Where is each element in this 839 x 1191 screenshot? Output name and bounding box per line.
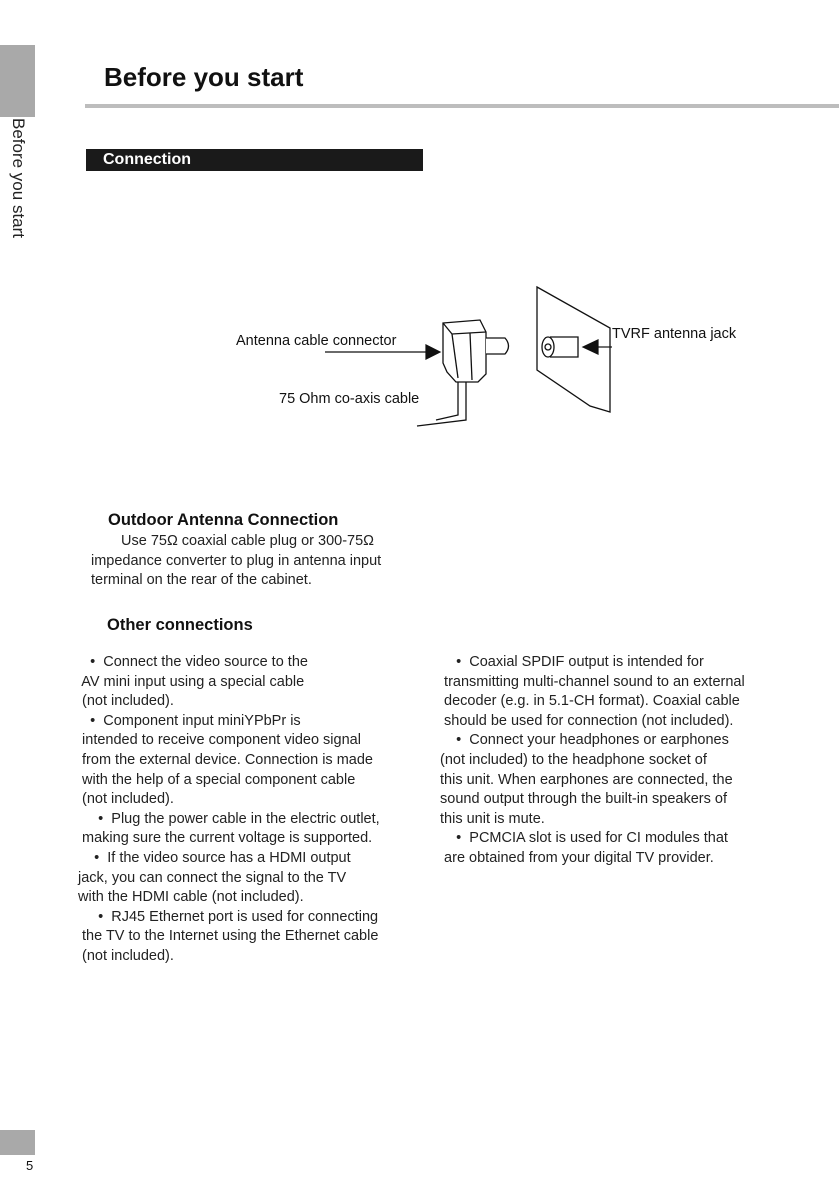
side-tab-label: Before you start	[9, 118, 28, 239]
text-line: (not included) to the headphone socket of	[436, 751, 707, 768]
text-line: • If the video source has a HDMI output	[78, 849, 351, 866]
text-line: (not included).	[78, 791, 174, 808]
outdoor-antenna-heading: Outdoor Antenna Connection	[108, 511, 339, 529]
text-line: • Coaxial SPDIF output is intended for	[436, 654, 704, 670]
text-line: should be used for connection (not included).	[436, 712, 734, 729]
text-line: with the HDMI cable (not included).	[78, 889, 304, 906]
side-tab-marker	[0, 45, 35, 117]
title-divider	[85, 104, 839, 108]
page-number: 5	[26, 1158, 34, 1173]
page-number-tab	[0, 1130, 35, 1155]
text-line: AV mini input using a special cable	[78, 673, 305, 690]
text-line: • PCMCIA slot is used for CI modules that	[436, 830, 728, 847]
text-line: terminal on the rear of the cabinet.	[91, 572, 312, 589]
text-line: • RJ45 Ethernet port is used for connecting	[78, 908, 379, 925]
antenna-connection-diagram	[0, 280, 839, 440]
connection-illustration	[0, 280, 839, 440]
text-line: transmitting multi-channel sound to an external	[436, 673, 745, 690]
text-line: (not included).	[78, 693, 174, 710]
text-line: • Connect your headphones or earphones	[436, 732, 729, 749]
coax-cable-label: 75 Ohm co-axis cable	[279, 391, 420, 407]
text-line: • Connect the video source to the	[78, 654, 308, 670]
text-line: this unit. When earphones are connected, the	[436, 771, 733, 788]
text-line: intended to receive component video signal	[78, 732, 361, 749]
page-title: Before you start	[104, 62, 304, 92]
other-connections-right-column	[436, 653, 781, 869]
text-line: Use 75Ω coaxial cable plug or 300-75Ω	[121, 533, 375, 549]
text-line: impedance converter to plug in antenna input	[91, 552, 382, 569]
text-line: with the help of a special component cable	[78, 771, 356, 788]
text-line: (not included).	[78, 947, 174, 964]
other-connections-heading: Other connections	[107, 616, 253, 634]
section-heading-connection: Connection	[86, 149, 423, 171]
text-line: • Component input miniYPbPr is	[78, 712, 301, 729]
tvrf-jack-label: TVRF antenna jack	[612, 326, 737, 342]
text-line: decoder (e.g. in 5.1-CH format). Coaxial cable	[436, 693, 740, 710]
text-line: from the external device. Connection is made	[78, 751, 373, 768]
text-line: this unit is mute.	[436, 810, 545, 827]
outdoor-antenna-text	[91, 532, 431, 591]
text-line: sound output through the built-in speakers of	[436, 791, 727, 808]
text-line: making sure the current voltage is supported.	[78, 830, 373, 847]
text-line: are obtained from your digital TV provider.	[436, 849, 714, 866]
text-line: the TV to the Internet using the Ethernet cable	[78, 928, 379, 945]
text-line: jack, you can connect the signal to the TV	[78, 869, 347, 886]
antenna-connector-label: Antenna cable connector	[236, 333, 397, 349]
other-connections-left-column	[78, 653, 423, 967]
text-line: • Plug the power cable in the electric outlet,	[78, 810, 380, 827]
